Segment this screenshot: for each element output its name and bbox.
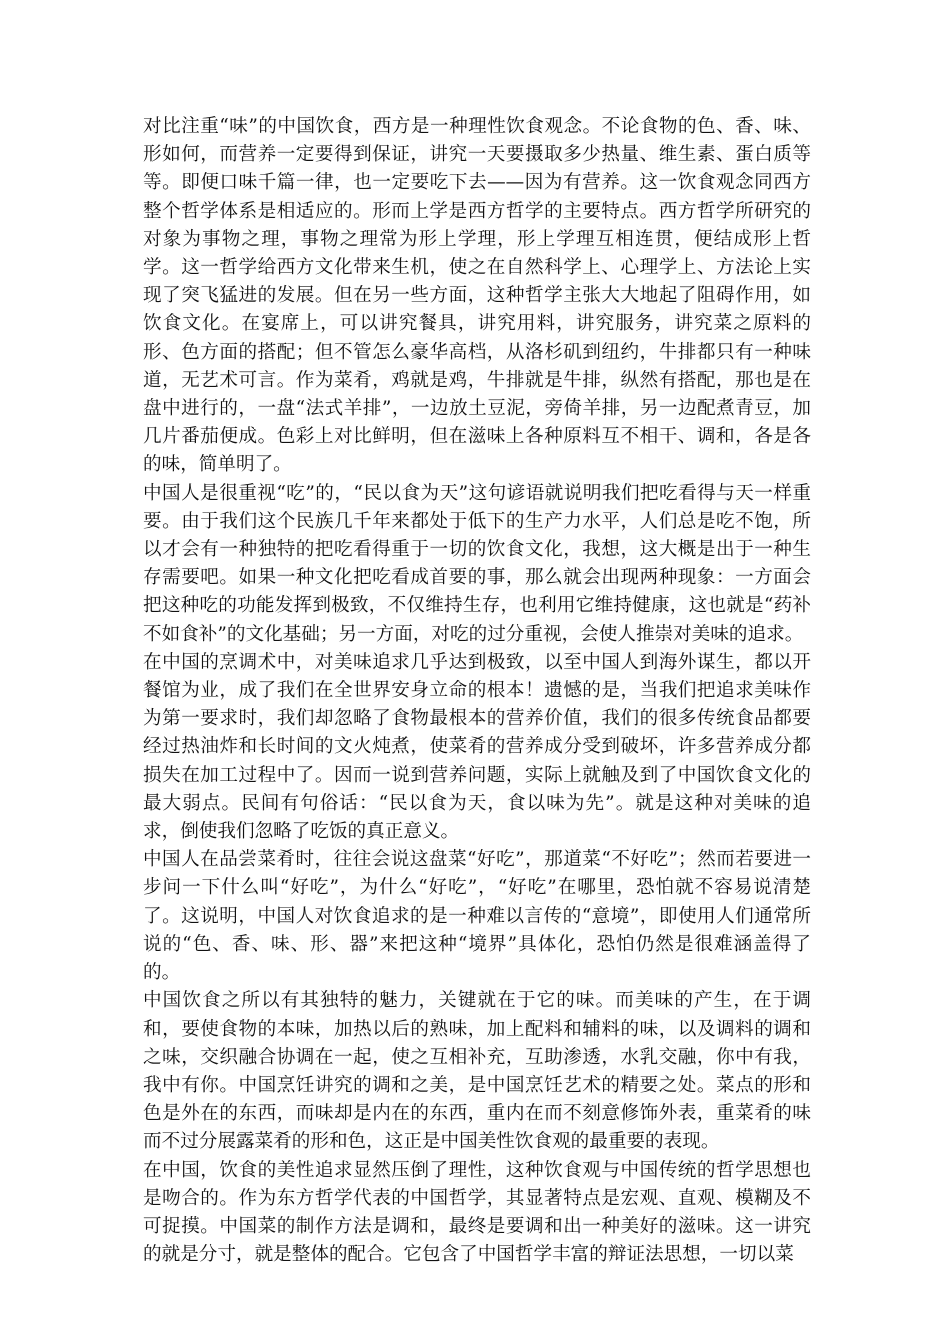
paragraph-importance-of-eating: 中国人是很重视“吃”的，“民以食为天”这句谚语就说明我们把吃看得与天一样重要。由于我们这个民族几千年来都处于低下的生产力水平，人们总是吃不饱，所以才会有一种独特的把吃看得重于一切的饮食文化，我想，这大概是出于一种生存需要吧。如果一种文化把吃看成首要的事，那么就会出现两种现象：一方面会把这种吃的功能发挥到极致，不仅维持生存，也利用它维持健康，这也就是“药补不如食补”的文化基础；另一方面，对吃的过分重视，会使人推崇对美味的追求。 <box>143 482 811 645</box>
paragraph-western-diet: 对比注重“味”的中国饮食，西方是一种理性饮食观念。不论食物的色、香、味、形如何，而营养一定要得到保证，讲究一天要摄取多少热量、维生素、蛋白质等等。即便口味千篇一律，也一定要吃下去——因为有营养。这一饮食观念同西方整个哲学体系是相适应的。形而上学是西方哲学的主要特点。西方哲学所研究的对象为事物之理，事物之理常为形上学理，形上学理互相连贯，便结成形上哲学。这一哲学给西方文化带来生机，使之在自然科学上、心理学上、方法论上实现了突飞猛进的发展。但在另一些方面，这种哲学主张大大地起了阻碍作用，如饮食文化。在宴席上，可以讲究餐具，讲究用料，讲究服务，讲究菜之原料的形、色方面的搭配；但不管怎么豪华高档，从洛杉矶到纽约，牛排都只有一种味道，无艺术可言。作为菜肴，鸡就是鸡，牛排就是牛排，纵然有搭配，那也是在盘中进行的，一盘“法式羊排”，一边放土豆泥，旁倚羊排，另一边配煮青豆，加几片番茄便成。色彩上对比鲜明，但在滋味上各种原料互不相干、调和，各是各的味，简单明了。 <box>143 116 811 476</box>
paragraph-chinese-philosophy: 在中国，饮食的美性追求显然压倒了理性，这种饮食观与中国传统的哲学思想也是吻合的。作为东方哲学代表的中国哲学，其显著特点是宏观、直观、模糊及不可捉摸。中国菜的制作方法是调和，最终是要调和出一种美好的滋味。这一讲究的就是分寸，就是整体的配合。它包含了中国哲学丰富的辩证法思想，一切以菜 <box>143 1159 811 1266</box>
paragraph-pursuit-of-flavor: 在中国的烹调术中，对美味追求几乎达到极致，以至中国人到海外谋生，都以开餐馆为业，成了我们在全世界安身立命的根本！遗憾的是，当我们把追求美味作为第一要求时，我们却忽略了食物最根本的营养价值，我们的很多传统食品都要经过热油炸和长时间的文火炖煮，使菜肴的营养成分受到破坏，许多营养成分都损失在加工过程中了。因而一说到营养问题，实际上就触及到了中国饮食文化的最大弱点。民间有句俗话：“民以食为天，食以味为先”。就是这种对美味的追求，倒使我们忽略了吃饭的真正意义。 <box>143 651 811 843</box>
paragraph-good-taste: 中国人在品尝菜肴时，往往会说这盘菜“好吃”，那道菜“不好吃”；然而若要进一步问一下什么叫“好吃”，为什么“好吃”，“好吃”在哪里，恐怕就不容易说清楚了。这说明，中国人对饮食追求的是一种难以言传的“意境”，即使用人们通常所说的“色、香、味、形、器”来把这种“境界”具体化，恐怕仍然是很难涵盖得了的。 <box>143 849 811 984</box>
document-body <box>143 113 811 1269</box>
paragraph-harmony-of-flavor: 中国饮食之所以有其独特的魅力，关键就在于它的味。而美味的产生，在于调和，要使食物的本味，加热以后的熟味，加上配料和辅料的味，以及调料的调和之味，交织融合协调在一起，使之互相补充，互助渗透，水乳交融，你中有我，我中有你。中国烹饪讲究的调和之美，是中国烹饪艺术的精要之处。菜点的形和色是外在的东西，而味却是内在的东西，重内在而不刻意修饰外表，重菜肴的味而不过分展露菜肴的形和色，这正是中国美性饮食观的最重要的表现。 <box>143 990 811 1153</box>
